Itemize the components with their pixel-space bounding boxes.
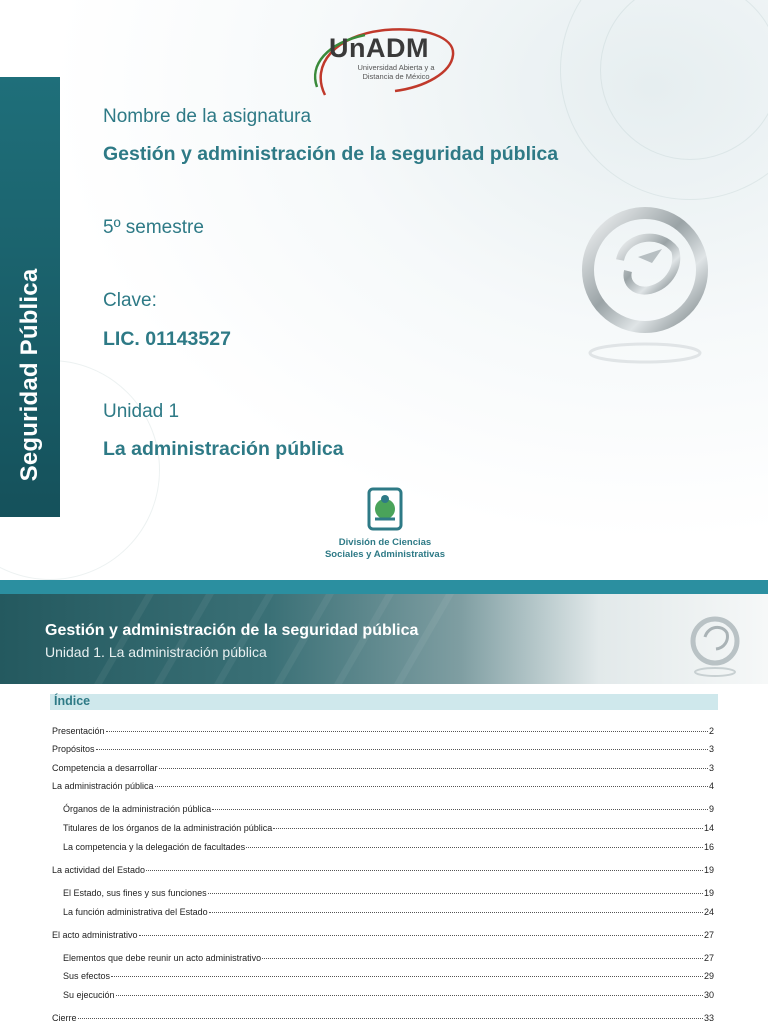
toc-entry-label: Órganos de la administración pública — [63, 804, 212, 814]
toc-entry-label: Competencia a desarrollar — [52, 763, 158, 773]
toc-leader-dots — [96, 749, 708, 750]
toc-entry[interactable] — [52, 763, 714, 773]
toc-entry-label: Su ejecución — [63, 990, 115, 1000]
toc-entry[interactable] — [52, 953, 714, 963]
toc-entry-label: Cierre — [52, 1013, 77, 1023]
toc-entry-page: 3 — [708, 744, 714, 754]
toc-entry-label: La competencia y la delegación de facultades — [63, 842, 246, 852]
toc-entry[interactable] — [52, 907, 714, 917]
toc-leader-dots — [209, 912, 703, 913]
toc-leader-dots — [78, 1018, 703, 1019]
toc-entry[interactable] — [52, 804, 714, 814]
logo-subtitle: Universidad Abierta y a Distancia de México — [357, 63, 435, 81]
toc-leader-dots — [212, 809, 708, 810]
toc-entry[interactable] — [52, 781, 714, 791]
unit-name: La administración pública — [103, 438, 344, 460]
subject-name: Gestión y administración de la seguridad pública — [103, 143, 559, 165]
unit-heading: Unidad 1 — [103, 401, 180, 422]
subject-heading: Nombre de la asignatura — [103, 106, 312, 127]
division-line-1: División de Ciencias — [338, 537, 432, 548]
toc-entry-page: 24 — [703, 907, 714, 917]
toc-entry-page: 14 — [703, 823, 714, 833]
toc-leader-dots — [273, 828, 703, 829]
toc-entry-label: La función administrativa del Estado — [63, 907, 208, 917]
toc-entry[interactable] — [52, 842, 714, 852]
page-header — [0, 594, 768, 684]
division-logo — [305, 485, 465, 565]
semester: 5º semestre — [103, 217, 204, 238]
toc-leader-dots — [139, 935, 703, 936]
header-title: Gestión y administración de la seguridad pública — [45, 622, 419, 639]
toc-entry-page: 33 — [703, 1013, 714, 1023]
toc-entry-label: El Estado, sus fines y sus funciones — [63, 888, 207, 898]
logo-title: UnADM — [329, 33, 429, 63]
toc-entry-page: 4 — [708, 781, 714, 791]
toc-entry-page: 19 — [703, 888, 714, 898]
toc-entry-label: Titulares de los órganos de la administración pública — [63, 823, 273, 833]
index-heading-bar — [50, 694, 718, 710]
toc-entry-page: 27 — [703, 930, 714, 940]
toc-entry-label: El acto administrativo — [52, 930, 138, 940]
toc-entry[interactable] — [52, 990, 714, 1000]
page-divider — [0, 580, 768, 594]
emblem-icon — [580, 205, 710, 375]
toc-entry-page: 16 — [703, 842, 714, 852]
toc-entry-page: 27 — [703, 953, 714, 963]
toc-entry-label: Presentación — [52, 726, 105, 736]
toc-entry-page: 2 — [708, 726, 714, 736]
division-line-2: Sociales y Administrativas — [324, 549, 446, 560]
toc-entry[interactable] — [52, 744, 714, 754]
toc-entry-page: 3 — [708, 763, 714, 773]
toc-entry-page: 30 — [703, 990, 714, 1000]
division-label — [305, 537, 465, 561]
toc-entry-page: 9 — [708, 804, 714, 814]
toc-leader-dots — [111, 976, 703, 977]
unadm-logo — [305, 25, 460, 97]
toc-entry-page: 19 — [703, 865, 714, 875]
toc-entry[interactable] — [52, 888, 714, 898]
toc-leader-dots — [246, 847, 703, 848]
toc-entry-label: Elementos que debe reunir un acto administrativo — [63, 953, 262, 963]
header-emblem-icon — [688, 614, 743, 679]
key-heading: Clave: — [103, 290, 157, 311]
toc-leader-dots — [155, 786, 708, 787]
toc-entry-label: Propósitos — [52, 744, 95, 754]
toc-entry[interactable] — [52, 823, 714, 833]
toc-entry-label: Sus efectos — [63, 971, 111, 981]
header-subtitle: Unidad 1. La administración pública — [45, 644, 267, 660]
toc-leader-dots — [116, 995, 703, 996]
index-title: Índice — [54, 694, 91, 708]
toc-leader-dots — [208, 893, 703, 894]
toc-leader-dots — [159, 768, 708, 769]
toc-leader-dots — [262, 958, 703, 959]
division-icon — [305, 485, 465, 537]
toc-leader-dots — [146, 870, 703, 871]
toc-leader-dots — [106, 731, 708, 732]
toc-entry-page: 29 — [703, 971, 714, 981]
toc-entry[interactable] — [52, 930, 714, 940]
toc-entry[interactable] — [52, 971, 714, 981]
side-band-label: Seguridad Pública — [16, 268, 43, 482]
toc-entry-label: La actividad del Estado — [52, 865, 146, 875]
side-band — [0, 77, 60, 517]
toc-entry[interactable] — [52, 726, 714, 736]
toc-entry[interactable] — [52, 1013, 714, 1023]
toc-entry[interactable] — [52, 865, 714, 875]
key-value: LIC. 01143527 — [103, 328, 231, 350]
toc-entry-label: La administración pública — [52, 781, 154, 791]
